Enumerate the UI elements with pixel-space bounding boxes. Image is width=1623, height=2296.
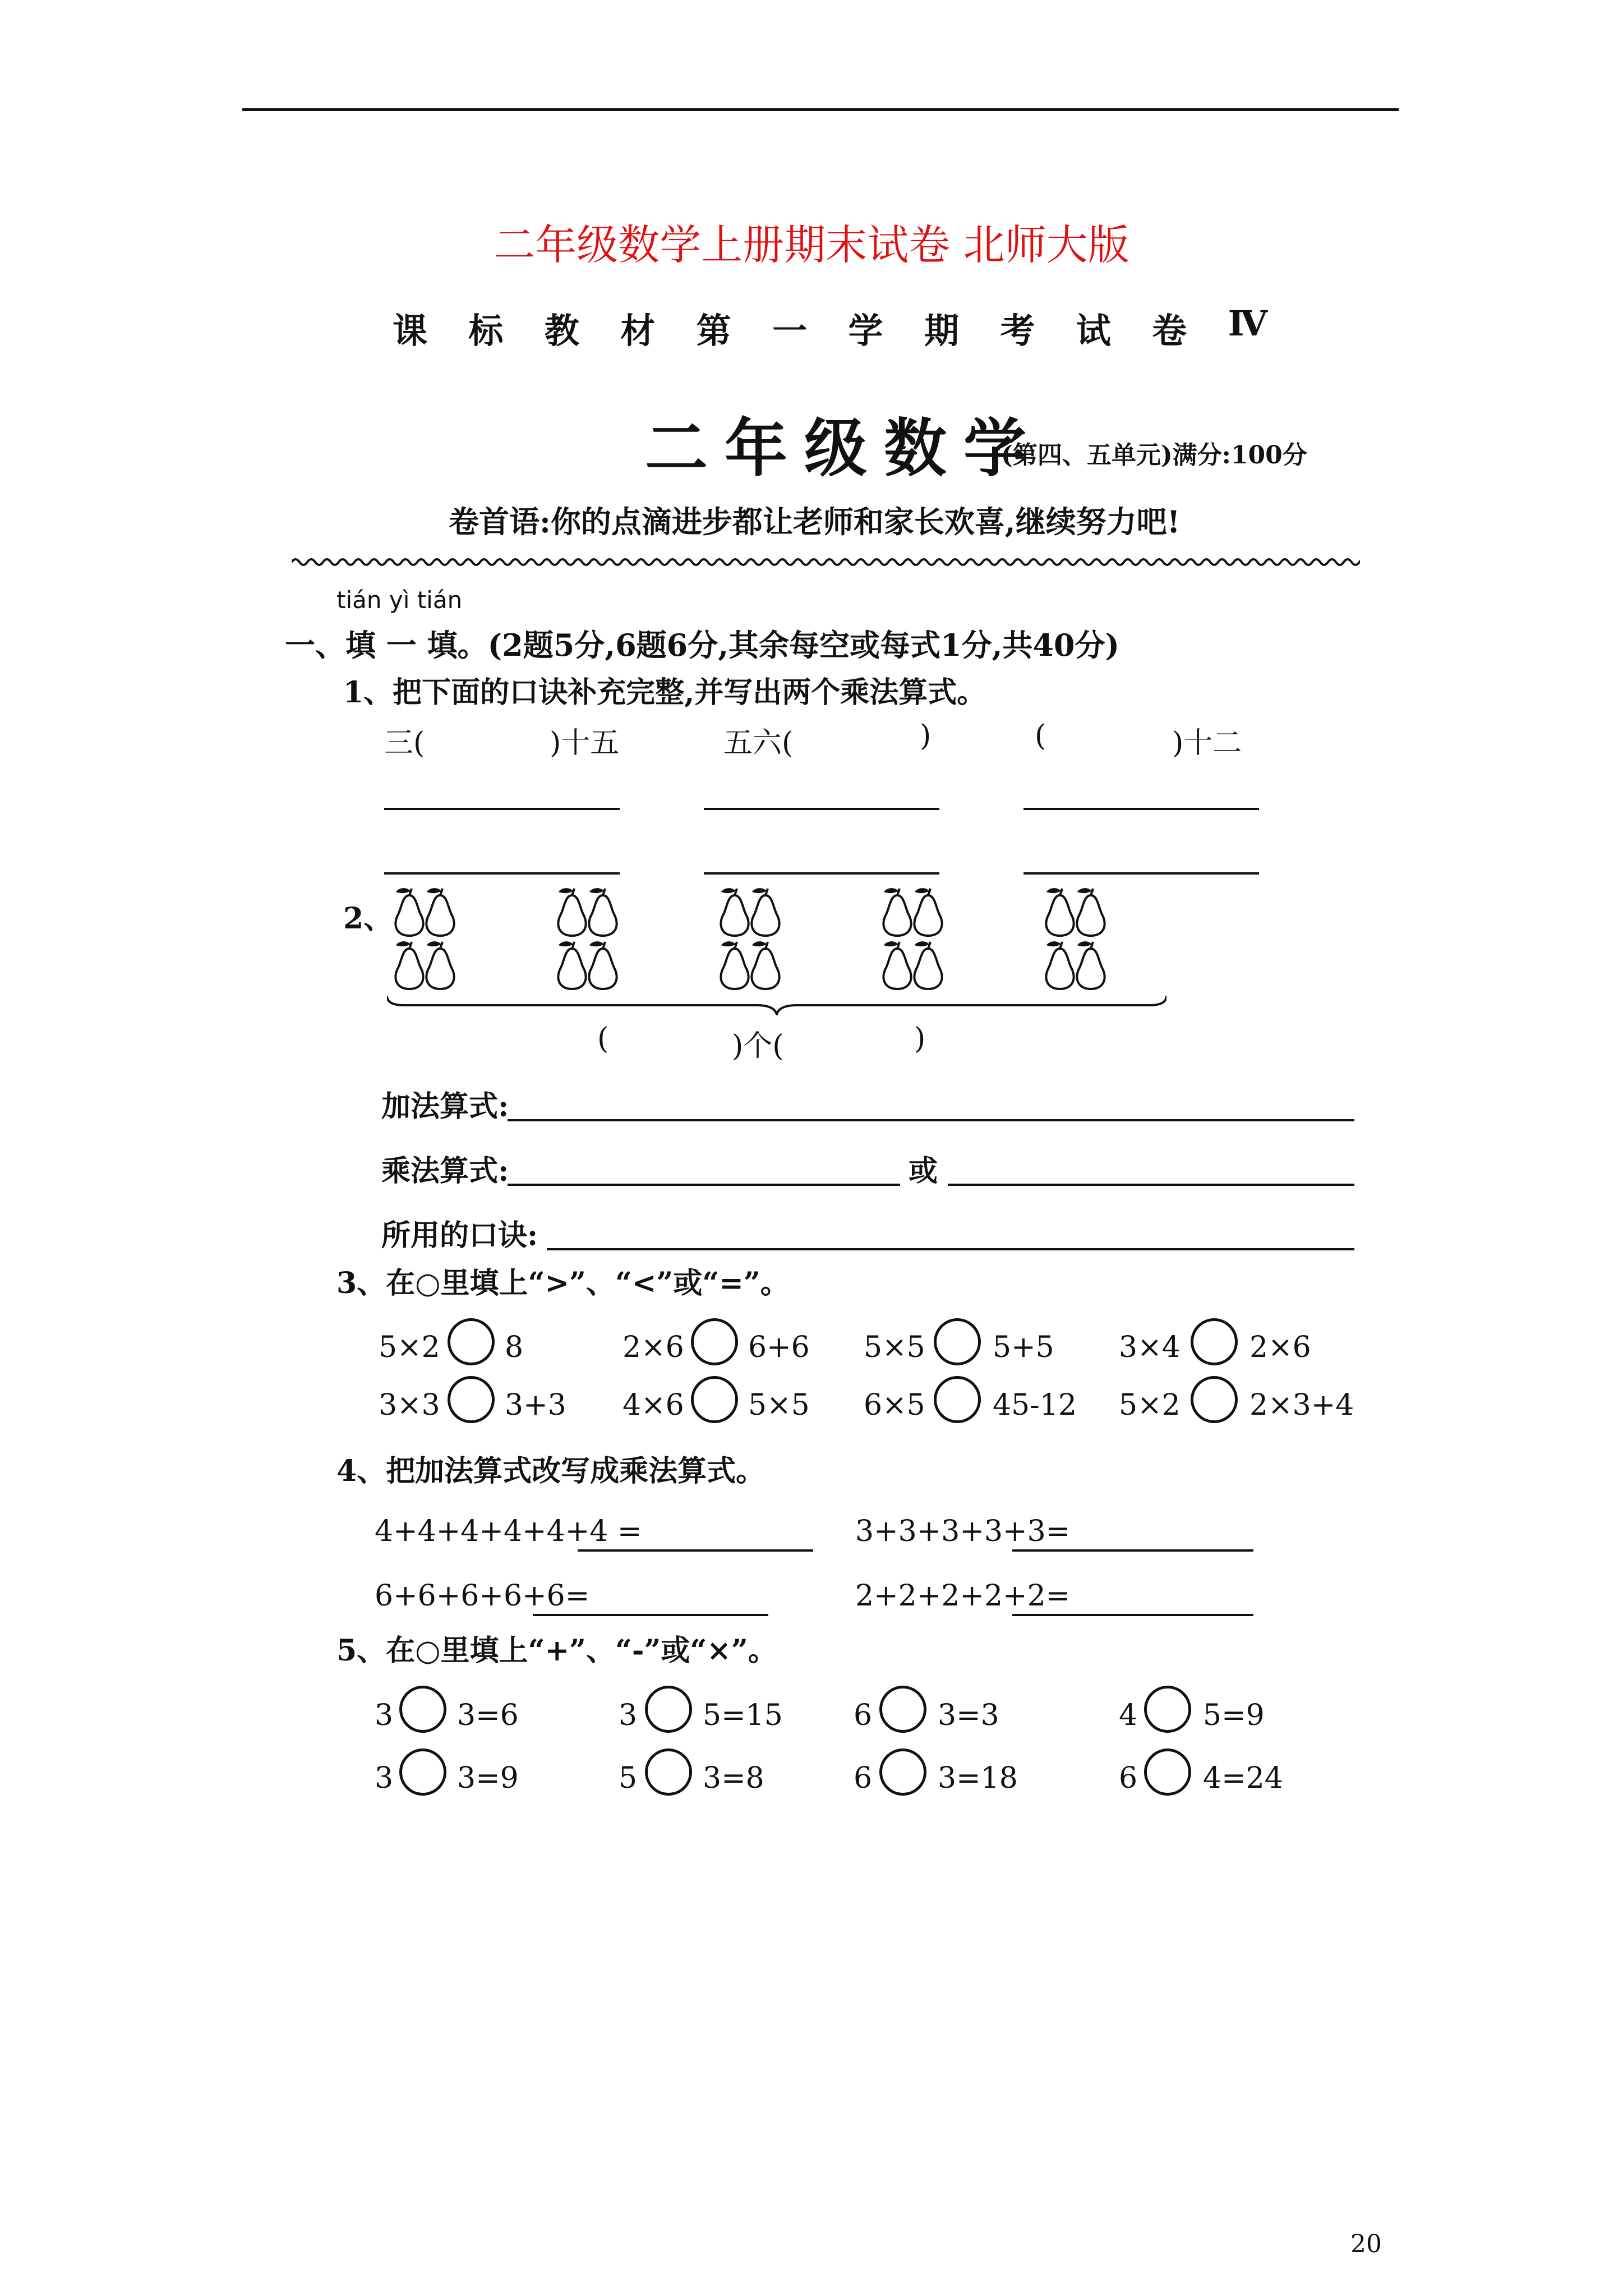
q3-left: 6×5 [864, 1388, 925, 1422]
q3-right: 45-12 [993, 1388, 1077, 1422]
answer-circle[interactable] [448, 1376, 495, 1423]
q4-expression: 4+4+4+4+4+4 = [375, 1515, 642, 1548]
q5-right: 3=9 [457, 1761, 519, 1795]
answer-circle[interactable] [691, 1318, 738, 1365]
q1-answer-line[interactable] [384, 872, 620, 875]
q3-right: 3+3 [505, 1388, 566, 1422]
q5-left: 4 [1119, 1699, 1138, 1732]
q2-rhyme-label: 所用的口诀: [381, 1218, 538, 1253]
q4-answer-line[interactable] [1012, 1614, 1253, 1616]
q5-right: 3=3 [938, 1699, 999, 1732]
q4-expression: 6+6+6+6+6= [375, 1579, 590, 1613]
q2-group-count-open: ( [597, 1022, 609, 1056]
document-title: 二年级数学上册期末试卷 北师大版 [494, 221, 1129, 269]
q4-expression: 2+2+2+2+2= [855, 1579, 1071, 1613]
answer-circle[interactable] [645, 1686, 692, 1733]
q1-rhyme-2-end: ) [920, 719, 932, 753]
subtitle-char: 考 [1000, 310, 1035, 351]
q2-group-count-close: ) [914, 1022, 926, 1056]
section-title: 一、填 一 填。(2题5分,6题6分,其余每空或每式1分,共40分) [285, 627, 1120, 663]
q1-answer-line[interactable] [384, 808, 620, 810]
q2-rhyme-line[interactable] [547, 1248, 1354, 1250]
pear-icon [395, 888, 423, 936]
pear-group [721, 888, 779, 989]
pear-group [1046, 888, 1104, 989]
answer-circle[interactable] [934, 1318, 981, 1365]
q2-multiplication-line[interactable] [508, 1184, 900, 1186]
q1-answer-line[interactable] [1023, 808, 1259, 810]
answer-circle[interactable] [879, 1686, 926, 1733]
q3-left: 4×6 [623, 1388, 684, 1422]
q2-addition-label: 加法算式: [381, 1089, 509, 1124]
pear-icon [751, 888, 779, 936]
q5-left: 6 [854, 1761, 873, 1795]
q1-rhyme-1-end: )十五 [550, 726, 620, 760]
pear-icon [883, 888, 911, 936]
q2-addition-line[interactable] [508, 1119, 1354, 1121]
pear-icon [883, 941, 911, 989]
answer-circle[interactable] [1144, 1749, 1191, 1796]
q4-answer-line[interactable] [1012, 1549, 1253, 1552]
pear-icon [1077, 888, 1104, 936]
grade-title: 二年级数学 [645, 412, 1043, 485]
pear-group [395, 888, 454, 989]
question-2-label: 2、 [343, 901, 393, 936]
pear-icon [721, 941, 748, 989]
preface: 卷首语:你的点滴进步都让老师和家长欢喜,继续努力吧! [449, 504, 1181, 540]
question-3-label: 3、在○里填上“>”、“<”或“=”。 [336, 1266, 790, 1300]
q1-answer-line[interactable] [1023, 872, 1259, 875]
q1-rhyme-3-start: ( [1035, 719, 1046, 753]
question-1-label: 1、把下面的口诀补充完整,并写出两个乘法算式。 [343, 675, 986, 710]
q5-left: 3 [375, 1699, 394, 1732]
q1-rhyme-3-end: )十二 [1172, 726, 1242, 760]
q3-left: 5×2 [1119, 1388, 1181, 1422]
q5-right: 3=6 [457, 1699, 519, 1732]
answer-circle[interactable] [691, 1376, 738, 1423]
grade-note: (第四、五单元)满分:100分 [1001, 441, 1307, 470]
pear-group [883, 888, 942, 989]
exam-subtitle [393, 303, 1267, 353]
pear-icon [426, 941, 454, 989]
answer-circle[interactable] [399, 1749, 446, 1796]
pear-icon [1077, 941, 1104, 989]
q4-answer-line[interactable] [578, 1549, 813, 1552]
pear-icon [426, 888, 454, 936]
pear-icon [558, 888, 585, 936]
pear-icon [1046, 888, 1073, 936]
q5-right: 3=18 [938, 1761, 1018, 1795]
q5-left: 5 [619, 1761, 638, 1795]
pear-icon [914, 941, 942, 989]
q5-right: 5=9 [1203, 1699, 1265, 1732]
q5-left: 6 [1119, 1761, 1138, 1795]
q1-rhyme-1-start: 三( [384, 726, 425, 760]
top-rule [242, 108, 1399, 111]
subtitle-char: 第 [696, 310, 731, 351]
subtitle-char: 材 [620, 310, 656, 351]
answer-circle[interactable] [399, 1686, 446, 1733]
q5-right: 3=8 [703, 1761, 764, 1795]
answer-circle[interactable] [879, 1749, 926, 1796]
pear-icon [914, 888, 942, 936]
subtitle-char: 教 [544, 310, 579, 351]
answer-circle[interactable] [1191, 1376, 1238, 1423]
pear-icon [1046, 941, 1073, 989]
page-number: 20 [1350, 2230, 1382, 2258]
subtitle-char: 卷 [1152, 310, 1187, 351]
answer-circle[interactable] [934, 1376, 981, 1423]
q2-or-label: 或 [909, 1154, 938, 1188]
q2-multiplication-label: 乘法算式: [381, 1154, 509, 1188]
subtitle-char: 一 [772, 310, 808, 351]
q1-answer-line[interactable] [704, 872, 939, 875]
q1-rhyme-2-start: 五六( [723, 726, 794, 760]
answer-circle[interactable] [1144, 1686, 1191, 1733]
q5-left: 3 [619, 1699, 638, 1732]
section-pinyin: tián yì tián [336, 586, 463, 614]
subtitle-char: Ⅳ [1228, 303, 1267, 344]
answer-circle[interactable] [1191, 1318, 1238, 1365]
q5-left: 3 [375, 1761, 394, 1795]
q3-left: 2×6 [623, 1331, 684, 1364]
q5-right: 4=24 [1203, 1761, 1283, 1795]
pear-icon [721, 888, 748, 936]
q3-left: 3×4 [1119, 1331, 1181, 1364]
subtitle-char: 课 [393, 310, 428, 351]
pear-icon [558, 941, 585, 989]
answer-circle[interactable] [645, 1749, 692, 1796]
q3-right: 8 [505, 1331, 524, 1364]
q3-left: 5×2 [379, 1331, 440, 1364]
q3-right: 6+6 [748, 1331, 810, 1364]
q2-multiplication-line[interactable] [948, 1184, 1354, 1186]
question-5-label: 5、在○里填上“+”、“-”或“×”。 [336, 1634, 777, 1668]
q2-group-count-mid: )个( [732, 1029, 784, 1063]
q3-left: 3×3 [379, 1388, 440, 1422]
wavy-divider [292, 555, 1360, 569]
q3-right: 2×6 [1249, 1331, 1311, 1364]
q5-left: 6 [854, 1699, 873, 1732]
q3-left: 5×5 [864, 1331, 925, 1364]
subtitle-char: 学 [848, 310, 883, 351]
pear-icon [589, 941, 616, 989]
q5-right: 5=15 [703, 1699, 783, 1732]
pear-icon [751, 941, 779, 989]
q4-expression: 3+3+3+3+3= [855, 1515, 1071, 1548]
pear-group [558, 888, 616, 989]
pear-icon [589, 888, 616, 936]
q3-right: 2×3+4 [1249, 1388, 1354, 1422]
q3-right: 5×5 [748, 1388, 810, 1422]
subtitle-char: 期 [924, 310, 959, 351]
group-brace [387, 996, 1166, 1014]
question-4-label: 4、把加法算式改写成乘法算式。 [336, 1454, 766, 1488]
q4-answer-line[interactable] [533, 1614, 768, 1616]
subtitle-char: 试 [1076, 310, 1111, 351]
subtitle-char: 标 [468, 310, 504, 351]
q1-answer-line[interactable] [704, 808, 939, 810]
pear-illustration [387, 881, 1166, 1015]
pear-icon [395, 941, 423, 989]
q3-right: 5+5 [993, 1331, 1054, 1364]
answer-circle[interactable] [448, 1318, 495, 1365]
